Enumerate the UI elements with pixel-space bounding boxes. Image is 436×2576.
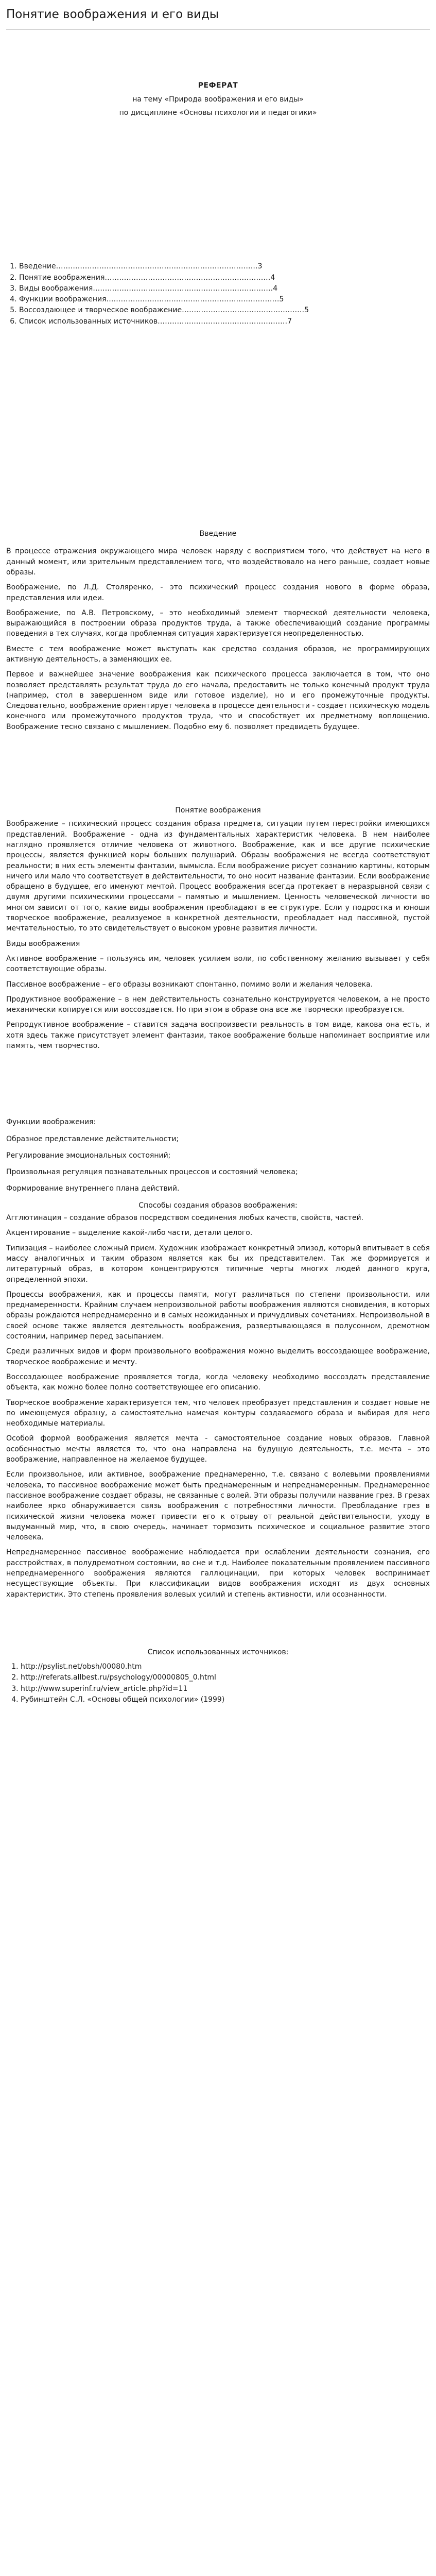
methods-paragraph: Акцентирование – выделение какой-либо части, детали целого. — [6, 1229, 253, 1238]
intro-paragraph: Первое и важнейшее значение воображения как психического процесса заключается в том, что оно позволяет представлять результат труда до его начала, предоставить не только конечный продукт труда (например, стол в завершенном виде или готовое изделие), но и его промежуточные продукты. Следовательно, воображение ориентирует человека в процессе деятельности - создает психическую модель конечного или промежуточного продуктов труда, что и способствует их предметному воплощению. Воображение тесно связано с мышлением. Подобно ему 6. позволяет предвидеть будущее. — [6, 670, 430, 731]
section-sources — [6, 1647, 430, 1705]
sources-list — [6, 1662, 430, 1705]
toc-item: 5. Воссоздающее и творческое воображение……………………………………………5 — [19, 305, 430, 315]
functions-heading: Функции воображения: — [6, 1118, 96, 1127]
methods-paragraph: Процессы воображения, как и процессы памяти, могут различаться по степени произвольности, или преднамеренности. Крайним случаем непроизвольной работы воображения являются сновидения, в которых образы рождаются непреднамеренно и в самых неожиданных и причудливых сочетаниях. Непроизвольной в своей основе также является деятельность воображения, развертывающаяся в полусонном, дремотном состоянии, например перед засыпанием. — [6, 1290, 430, 1341]
intro-paragraph: Воображение, по А.В. Петровскому, – это необходимый элемент творческой деятельности человека, выражающийся в построении образа продуктов труда, а также обеспечивающий создание программы поведения в тех случаях, когда проблемная ситуация характеризуется неопределенностью. — [6, 608, 430, 638]
concept-paragraph: Репродуктивное воображение – ставится задача воспроизвести реальность в том виде, какова она есть, и хотя здесь также присутствует элемент фантазии, такое воображение больше напоминает восприятие или память, чем творчество. — [6, 1021, 430, 1050]
function-item: Образное представление действительности; — [6, 1134, 179, 1143]
methods-paragraph: Непреднамеренное пассивное воображение наблюдается при ослаблении деятельности сознания, его расстройствах, в полудремотном состоянии, во сне и т.д. Наиболее показательным проявлением пассивного непреднамеренного воображения являются галлюцинации, при которых человек воспринимает несуществующие объекты. При классификации видов воображения исходят из двух основных характеристик. Это степень проявления волевых усилий и степень активности, или осознанности. — [6, 1548, 430, 1599]
toc-item: 2. Понятие воображения……………………………………………………………4 — [19, 273, 430, 283]
function-item: Произвольная регуляция познавательных процессов и состояний человека; — [6, 1168, 298, 1177]
source-item: 3. http://www.superinf.ru/view_article.php?id=11 — [21, 1684, 430, 1694]
cover-block — [6, 80, 430, 118]
section-introduction — [6, 529, 430, 732]
table-of-contents — [6, 261, 430, 327]
page-title: Понятие воображения и его виды — [6, 8, 219, 21]
methods-paragraph: Если произвольное, или активное, воображение преднамеренно, т.е. связано с волевыми проявлениями человека, то пассивное воображение может быть преднамеренным и непреднамеренным. Преднамеренное пассивное воображение создает образы, не связанные с волей. Эти образы получили название грез. В грезах наиболее ярко обнаруживается связь воображения с потребностями личности. Преобладание грез в психической жизни человека может привести его к отрыву от реальной действительности, уходу в выдуманный мир, что, в свою очередь, начинает тормозить психическое и социальное развитие этого человека. — [6, 1470, 430, 1542]
source-item: 2. http://referats.allbest.ru/psychology/00000805_0.html — [21, 1672, 430, 1683]
methods-heading: Способы создания образов воображения: — [138, 1201, 298, 1210]
methods-paragraph: Воссоздающее воображение проявляется тогда, когда человеку необходимо воссоздать представление объекта, как можно более полно соответствующее его описанию. — [6, 1372, 430, 1392]
toc-item: 3. Виды воображения…………………………………………………………………4 — [19, 283, 430, 294]
concept-paragraph: Воображение – психический процесс создания образа предмета, ситуации путем перестройки имеющихся представлений. Воображение - одна из фундаментальных характеристик человека. В нем наиболее наглядно проявляется отличие человека от животного. Воображение, как и все другие психические процессы, является функцией коры больших полушарий. Образы воображения не всегда соответствуют реальности; в них есть элементы фантазии, вымысла. Если воображение рисует сознанию картины, которым ничего или мало что соответствует в действительности, то оно носит название фантазии. Если воображение обращено в будущее, его именуют мечтой. Процесс воображения всегда протекает в неразрывной связи с двумя другими психическими процессами – памятью и мышлением. Ценность человеческой личности во многом зависит от того, какие виды воображения преобладают в ее структуре. Если у подростка и юноши творческое воображение, реализуемое в конкретной деятельности, преобладает над пассивной, пустой мечтательностью, то это свидетельствует о высоком уровне развития личности. — [6, 820, 430, 933]
cover-label: РЕФЕРАТ — [198, 81, 238, 90]
types-subheading: Виды воображения — [6, 939, 80, 948]
sources-heading: Список использованных источников: — [147, 1648, 289, 1656]
cover-topic: на тему «Природа воображения и его виды» — [132, 95, 304, 104]
toc-item: 1. Введение…………………………………………………………………………3 — [19, 261, 430, 272]
section-methods — [6, 1200, 430, 1600]
concept-paragraph: Активное воображение – пользуясь им, человек усилием воли, по собственному желанию вызывает у себя соответствующие образы. — [6, 954, 430, 974]
title-divider — [6, 29, 430, 30]
source-item: 1. http://psylist.net/obsh/00080.htm — [21, 1662, 430, 1672]
methods-paragraph: Среди различных видов и форм произвольного воображения можно выделить воссоздающее воображение, творческое воображение и мечту. — [6, 1347, 430, 1366]
function-item: Регулирование эмоциональных состояний; — [6, 1151, 171, 1160]
toc-item: 6. Список использованных источников………………………………………………7 — [19, 316, 430, 327]
methods-paragraph: Типизация – наиболее сложный прием. Художник изображает конкретный эпизод, который впитывает в себя массу аналогичных и таким образом является как бы их представителем. Так же формируется и литературный образ, в котором концентрируются типичные черты многих людей данного круга, определенной эпохи. — [6, 1244, 430, 1284]
section-functions — [6, 1117, 430, 1194]
document-page — [0, 4, 436, 1705]
methods-paragraph: Творческое воображение характеризуется тем, что человек преобразует представления и создает новые не по имеющемуся образцу, а самостоятельно намечая контуры создаваемого образа и выбирая для него необходимые материалы. — [6, 1398, 430, 1428]
intro-heading: Введение — [199, 530, 237, 538]
concept-paragraph: Продуктивное воображение – в нем действительность сознательно конструируется человеком, а не просто механически копируется или воссоздается. Но при этом в образе она все же творчески преобразуется. — [6, 995, 430, 1014]
concept-heading: Понятие воображения — [175, 806, 261, 815]
cover-discipline: по дисциплине «Основы психологии и педагогики» — [119, 108, 317, 117]
intro-paragraph: В процессе отражения окружающего мира человек наряду с восприятием того, что действует на него в данный момент, или зрительным представлением того, что воздействовало на него раньше, создает новые образы. — [6, 547, 430, 577]
intro-paragraph: Вместе с тем воображение может выступать как средство создания образов, не программирующих активную деятельность, а заменяющих ее. — [6, 645, 430, 664]
methods-paragraph: Агглютинация – создание образов посредством соединения любых качеств, свойств, частей. — [6, 1214, 363, 1223]
source-item: 4. Рубинштейн С.Л. «Основы общей психологии» (1999) — [21, 1694, 430, 1705]
section-concept — [6, 805, 430, 1051]
concept-paragraph: Пассивное воображение – его образы возникают спонтанно, помимо воли и желания человека. — [6, 980, 373, 989]
toc-list — [11, 261, 430, 327]
intro-paragraph: Воображение, по Л.Д. Столяренко, - это психический процесс создания нового в форме образа, представления или идеи. — [6, 583, 430, 602]
methods-paragraph: Особой формой воображения является мечта - самостоятельное создание новых образов. Главной особенностью мечты является то, что она направлена на будущую деятельность, т.е. мечта – это воображение, направленное на желаемое будущее. — [6, 1434, 430, 1464]
function-item: Формирование внутреннего плана действий. — [6, 1184, 180, 1193]
toc-item: 4. Функции воображения………………………………………………………………5 — [19, 294, 430, 304]
